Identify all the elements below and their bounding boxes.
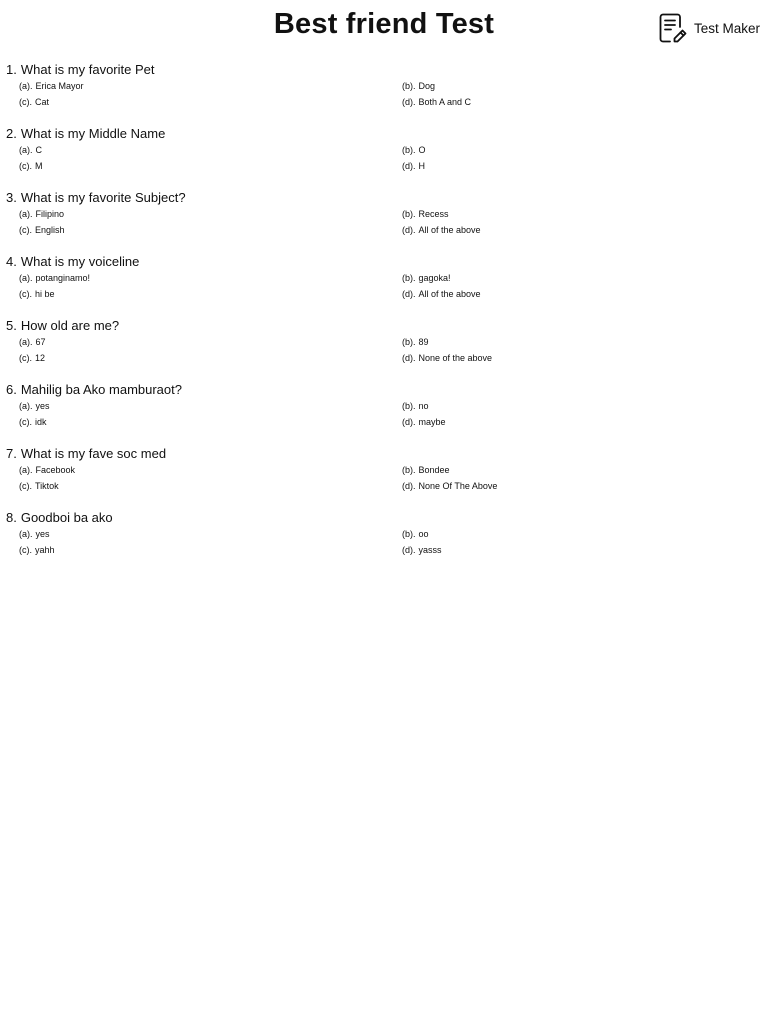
- question-text: [6, 190, 762, 206]
- option-grid: [6, 78, 762, 110]
- option-text: Cat: [35, 97, 50, 107]
- option-text: 12: [35, 353, 46, 363]
- option-text: M: [35, 161, 43, 171]
- option-letter: (d).: [402, 161, 416, 171]
- option-text: Bondee: [418, 465, 450, 475]
- option-text: O: [418, 145, 426, 155]
- option-text: idk: [35, 417, 47, 427]
- option-a: [19, 526, 402, 542]
- option-c: [19, 414, 402, 430]
- option-letter: (b).: [402, 145, 416, 155]
- option-text: H: [418, 161, 425, 171]
- option-b: [402, 78, 762, 94]
- option-b: [402, 398, 762, 414]
- option-a: [19, 142, 402, 158]
- option-d: [402, 542, 762, 558]
- option-text: 67: [35, 337, 46, 347]
- option-letter: (c).: [19, 353, 32, 363]
- question-item: [6, 62, 762, 126]
- option-grid: [6, 142, 762, 174]
- option-a: [19, 206, 402, 222]
- option-letter: (b).: [402, 337, 416, 347]
- question-number: 6.: [6, 382, 17, 397]
- option-letter: (a).: [19, 81, 33, 91]
- question-item: [6, 190, 762, 254]
- question-number: 5.: [6, 318, 17, 333]
- question-number: 1.: [6, 62, 17, 77]
- question-label: Goodboi ba ako: [20, 510, 113, 525]
- option-letter: (b).: [402, 465, 416, 475]
- option-text: Dog: [418, 81, 436, 91]
- option-text: potanginamo!: [35, 273, 91, 283]
- option-c: [19, 478, 402, 494]
- option-d: [402, 158, 762, 174]
- option-letter: (a).: [19, 465, 33, 475]
- option-b: [402, 526, 762, 542]
- option-text: All of the above: [418, 289, 481, 299]
- question-label: Mahilig ba Ako mamburaot?: [20, 382, 182, 397]
- question-item: [6, 382, 762, 446]
- option-text: None of the above: [418, 353, 493, 363]
- option-a: [19, 462, 402, 478]
- option-letter: (d).: [402, 417, 416, 427]
- question-item: [6, 126, 762, 190]
- question-list: [6, 62, 762, 574]
- option-text: yahh: [35, 545, 55, 555]
- option-grid: [6, 334, 762, 366]
- option-text: yes: [35, 529, 50, 539]
- question-item: [6, 318, 762, 382]
- option-letter: (c).: [19, 417, 32, 427]
- option-letter: (b).: [402, 273, 416, 283]
- option-text: None Of The Above: [418, 481, 498, 491]
- option-letter: (a).: [19, 145, 33, 155]
- option-d: [402, 94, 762, 110]
- option-d: [402, 478, 762, 494]
- option-text: Both A and C: [418, 97, 472, 107]
- option-letter: (a).: [19, 337, 33, 347]
- question-label: What is my fave soc med: [20, 446, 167, 461]
- option-letter: (a).: [19, 273, 33, 283]
- option-text: Facebook: [35, 465, 76, 475]
- option-letter: (a).: [19, 209, 33, 219]
- question-number: 4.: [6, 254, 17, 269]
- option-d: [402, 286, 762, 302]
- option-letter: (d).: [402, 97, 416, 107]
- option-letter: (a).: [19, 529, 33, 539]
- option-text: Recess: [418, 209, 449, 219]
- option-grid: [6, 206, 762, 238]
- brand-label: Test Maker: [694, 20, 761, 36]
- option-d: [402, 414, 762, 430]
- option-c: [19, 286, 402, 302]
- question-label: How old are me?: [20, 318, 120, 333]
- option-text: oo: [418, 529, 429, 539]
- question-number: 7.: [6, 446, 17, 461]
- option-text: yasss: [418, 545, 442, 555]
- question-label: What is my voiceline: [20, 254, 140, 269]
- option-letter: (c).: [19, 481, 32, 491]
- option-a: [19, 78, 402, 94]
- option-text: hi be: [35, 289, 55, 299]
- option-c: [19, 350, 402, 366]
- option-letter: (c).: [19, 161, 32, 171]
- option-c: [19, 94, 402, 110]
- page-title: Best friend Test: [273, 8, 495, 40]
- option-text: Erica Mayor: [35, 81, 84, 91]
- option-text: maybe: [418, 417, 446, 427]
- question-item: [6, 510, 762, 574]
- option-letter: (d).: [402, 481, 416, 491]
- option-d: [402, 222, 762, 238]
- question-text: [6, 510, 762, 526]
- option-letter: (b).: [402, 209, 416, 219]
- option-letter: (c).: [19, 289, 32, 299]
- option-a: [19, 334, 402, 350]
- option-grid: [6, 526, 762, 558]
- question-text: [6, 126, 762, 142]
- option-text: English: [35, 225, 65, 235]
- question-text: [6, 254, 762, 270]
- option-grid: [6, 270, 762, 302]
- question-number: 2.: [6, 126, 17, 141]
- option-letter: (d).: [402, 225, 416, 235]
- option-letter: (b).: [402, 81, 416, 91]
- option-b: [402, 206, 762, 222]
- option-b: [402, 334, 762, 350]
- question-number: 3.: [6, 190, 17, 205]
- document-pen-icon: [658, 12, 688, 44]
- option-c: [19, 158, 402, 174]
- option-text: 89: [418, 337, 429, 347]
- option-letter: (c).: [19, 225, 32, 235]
- question-label: What is my favorite Pet: [20, 62, 155, 77]
- question-label: What is my favorite Subject?: [20, 190, 186, 205]
- option-d: [402, 350, 762, 366]
- page-header: [0, 0, 768, 56]
- option-c: [19, 222, 402, 238]
- option-a: [19, 270, 402, 286]
- option-text: gagoka!: [418, 273, 451, 283]
- option-c: [19, 542, 402, 558]
- option-letter: (b).: [402, 529, 416, 539]
- option-text: C: [35, 145, 42, 155]
- question-item: [6, 254, 762, 318]
- option-text: All of the above: [418, 225, 481, 235]
- option-letter: (d).: [402, 353, 416, 363]
- question-label: What is my Middle Name: [20, 126, 166, 141]
- option-b: [402, 462, 762, 478]
- option-letter: (d).: [402, 289, 416, 299]
- question-text: [6, 446, 762, 462]
- option-letter: (a).: [19, 401, 33, 411]
- option-text: Tiktok: [35, 481, 59, 491]
- option-letter: (c).: [19, 545, 32, 555]
- option-text: yes: [35, 401, 50, 411]
- option-letter: (b).: [402, 401, 416, 411]
- option-b: [402, 270, 762, 286]
- question-text: [6, 382, 762, 398]
- option-a: [19, 398, 402, 414]
- brand: [658, 12, 760, 44]
- question-text: [6, 62, 762, 78]
- question-number: 8.: [6, 510, 17, 525]
- option-text: Filipino: [35, 209, 65, 219]
- option-b: [402, 142, 762, 158]
- option-letter: (c).: [19, 97, 32, 107]
- option-text: no: [418, 401, 429, 411]
- question-text: [6, 318, 762, 334]
- option-grid: [6, 398, 762, 430]
- option-grid: [6, 462, 762, 494]
- option-letter: (d).: [402, 545, 416, 555]
- question-item: [6, 446, 762, 510]
